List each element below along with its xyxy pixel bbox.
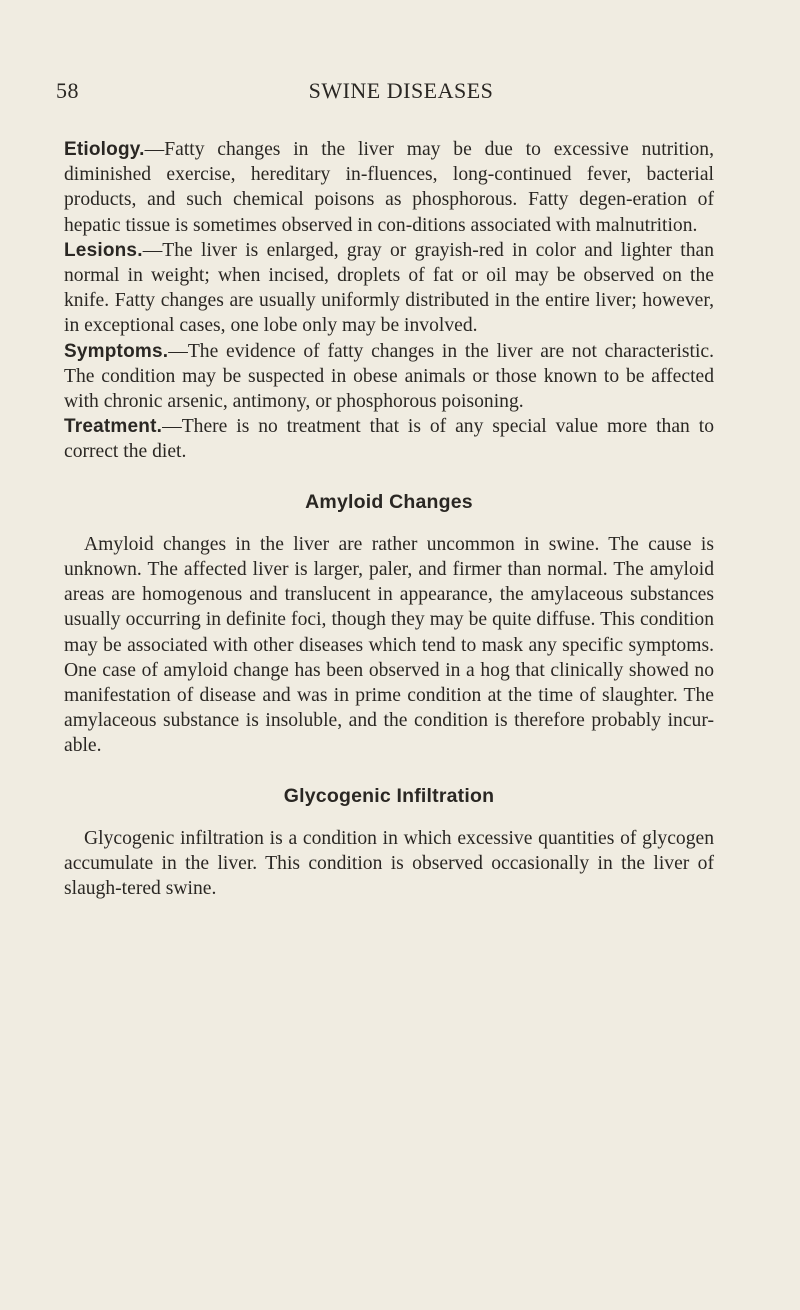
etiology-paragraph (64, 137, 714, 238)
symptoms-heading: Symptoms. (64, 340, 169, 362)
glycogenic-paragraph: Glycogenic infiltration is a condition in which excessive quantities of glycogen accumulate in the liver. This condition is observed occasionally in the liver of slaugh-tered swine. (64, 827, 714, 900)
treatment-paragraph (64, 414, 714, 464)
body-text (64, 137, 714, 901)
glycogenic-infiltration-heading: Glycogenic Infiltration (283, 784, 495, 807)
treatment-text: —There is no treatment that is of any special value more than to correct the diet. (64, 416, 714, 463)
amyloid-paragraph: Amyloid changes in the liver are rather uncommon in swine. The cause is unknown. The affected liver is larger, paler, and firmer than normal. The amyloid areas are homogenous and translucent in appearance, the amylaceous substances usually occurring in definite foci, though they may be quite diffuse. This condition may be associated with other diseases which tend to mask any specific symptoms. One case of amyloid change has been observed in a hog that clinically showed no manifestation of disease and was in prime condition at the time of slaughter. The amylaceous substance is insoluble, and the condition is therefore probably incur-able. (64, 533, 714, 757)
symptoms-text: —The evidence of fatty changes in the liver are not characteristic. The condition may be suspected in obese animals or those known to be affected with chronic arsenic, antimony, or phosphorous poisoning. (64, 340, 714, 413)
amyloid-changes-heading: Amyloid Changes (305, 490, 473, 513)
running-title: SWINE DISEASES (308, 78, 494, 103)
lesions-paragraph (64, 238, 714, 339)
etiology-heading: Etiology. (64, 139, 145, 160)
treatment-heading: Treatment. (64, 416, 163, 438)
symptoms-paragraph (64, 339, 714, 415)
lesions-heading: Lesions. (64, 239, 143, 261)
running-head (56, 78, 746, 108)
page-number: 58 (56, 78, 79, 103)
lesions-text: —The liver is enlarged, gray or grayish-red in color and lighter than normal in weight; when incised, droplets of fat or oil may be observed on the knife. Fatty changes are usually uniformly distributed in the entire liver; however, in exceptional cases, one lobe only may be involved. (64, 239, 714, 337)
etiology-text: —Fatty changes in the liver may be due to excessive nutrition, diminished exercise, hereditary in-fluences, long-continued fever, bacterial products, and such chemical poisons as phosphorous. Fatty degen-eration of hepatic tissue is sometimes observed in con-ditions associated with malnutrition. (64, 139, 714, 236)
